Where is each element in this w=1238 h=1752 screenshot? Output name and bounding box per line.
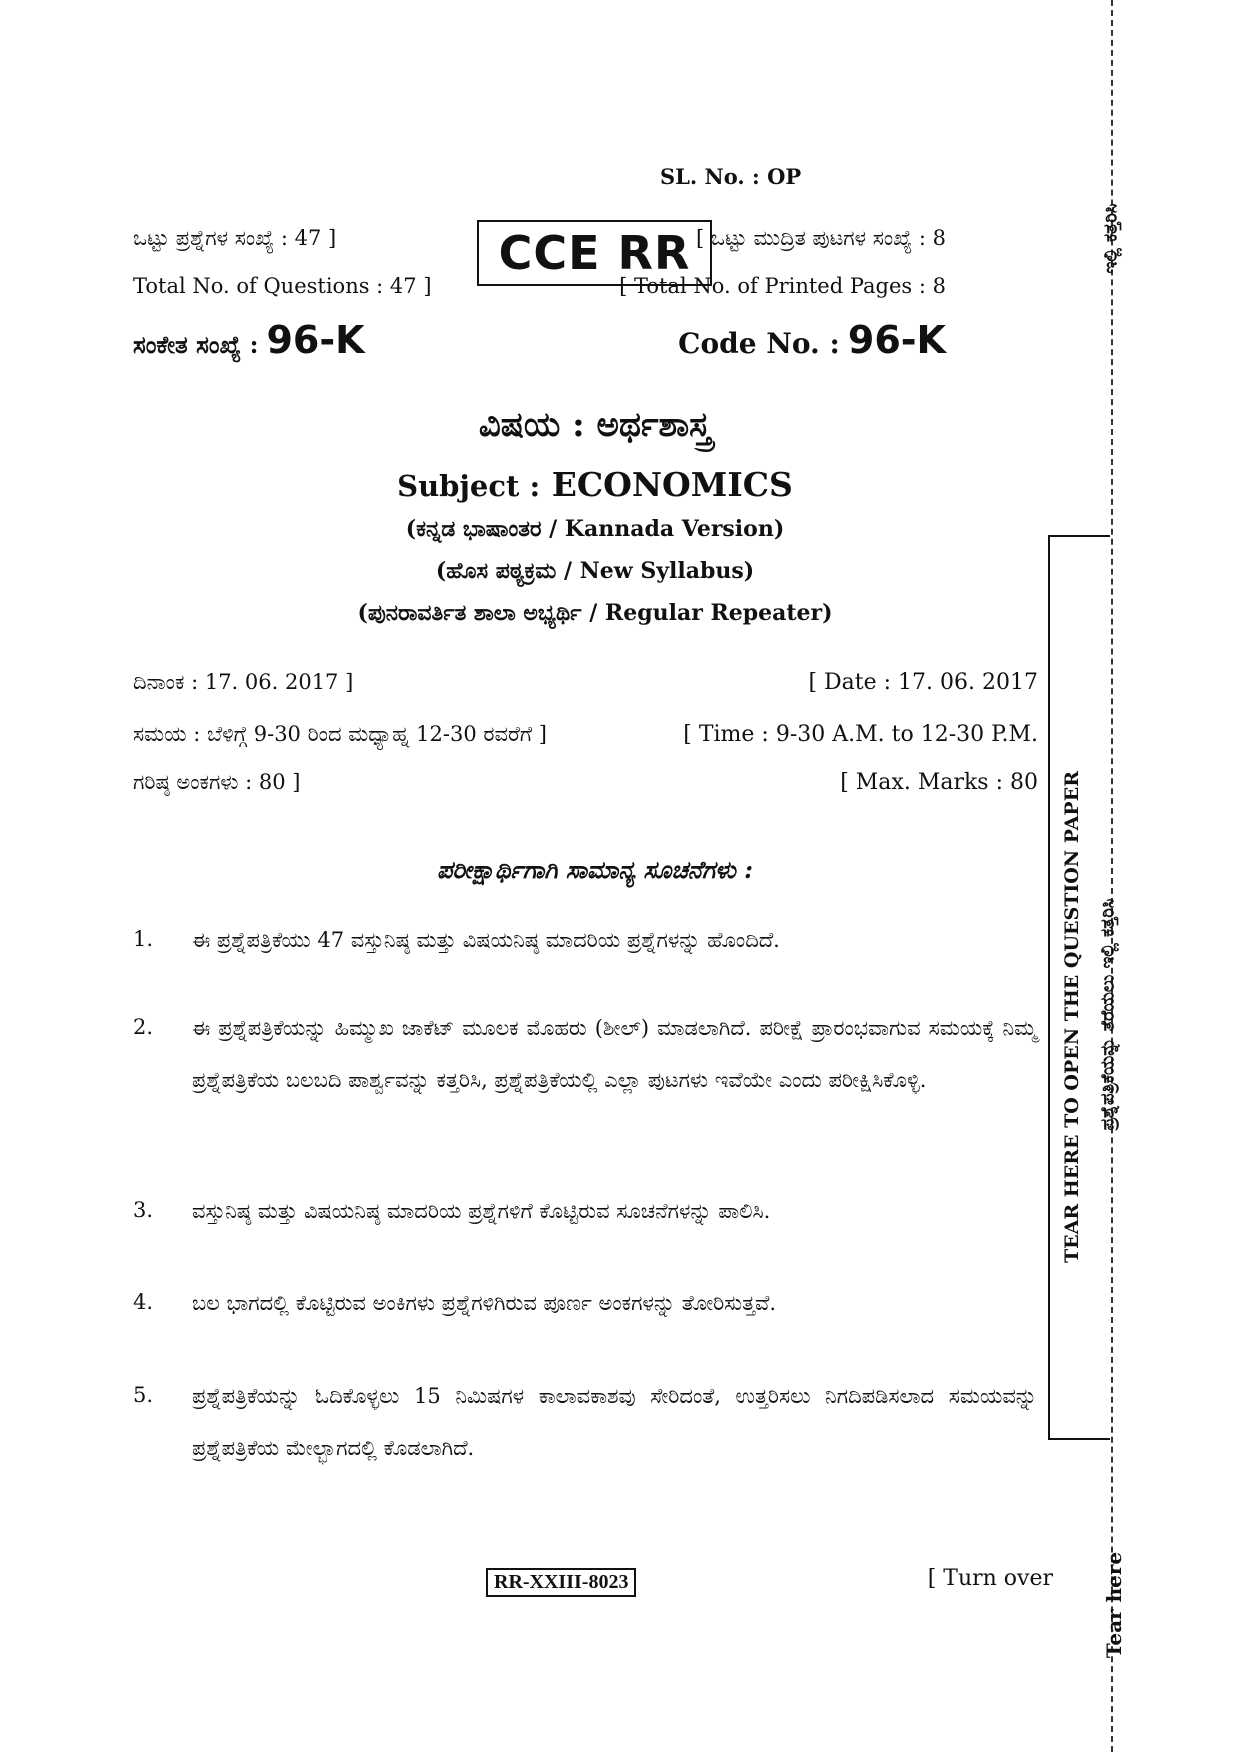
instruction-number: 4. — [133, 1290, 154, 1314]
total-pages-kannada: [ ಒಟ್ಟು ಮುದ್ರಿತ ಪುಟಗಳ ಸಂಖ್ಯೆ : 8 — [695, 226, 946, 250]
subject-label: Subject : — [397, 469, 541, 503]
instruction-number: 3. — [133, 1198, 154, 1222]
instruction-item: ಬಲ ಭಾಗದಲ್ಲಿ ಕೊಟ್ಟಿರುವ ಅಂಕಿಗಳು ಪ್ರಶ್ನೆಗಳಿಗಿರುವ ಪೂರ್ಣ ಅಂಕಗಳನ್ನು ತೋರಿಸುತ್ತವೆ. — [192, 1291, 777, 1315]
total-questions-english: Total No. of Questions : 47 ] — [133, 274, 432, 298]
date-english: [ Date : 17. 06. 2017 — [808, 670, 1038, 695]
code-label-english: Code No. : — [678, 327, 840, 360]
total-pages-english: [ Total No. of Printed Pages : 8 — [619, 274, 946, 298]
subject-english — [0, 465, 1190, 504]
syllabus-line: (ಹೊಸ ಪಠ್ಯಕ್ರಮ / New Syllabus) — [435, 558, 755, 584]
instructions-title: ಪರೀಕ್ಷಾರ್ಥಿಗಾಗಿ ಸಾಮಾನ್ಯ ಸೂಚನೆಗಳು : — [437, 855, 753, 884]
serial-number: SL. No. : OP — [660, 164, 802, 189]
code-number-english — [678, 318, 946, 362]
subject-kannada: ವಿಷಯ : ಅರ್ಥಶಾಸ್ತ್ರ — [478, 405, 712, 445]
tear-label-kannada-top: ಇಲ್ಲಿ ಕತ್ತರಿಸಿ — [1100, 203, 1122, 274]
max-marks-kannada: ಗರಿಷ್ಠ ಅಂಕಗಳು : 80 ] — [133, 770, 301, 794]
max-marks-english: [ Max. Marks : 80 — [840, 770, 1038, 795]
exam-code-box: CCE RR — [477, 220, 712, 286]
time-kannada: ಸಮಯ : ಬೆಳಿಗ್ಗೆ 9-30 ರಿಂದ ಮಧ್ಯಾಹ್ನ 12-30 ರವರೆಗೆ ] — [133, 722, 547, 746]
tear-label-english: TEAR HERE TO OPEN THE QUESTION PAPER — [1061, 771, 1083, 1263]
code-label-kannada: ಸಂಕೇತ ಸಂಖ್ಯೆ : — [133, 330, 259, 359]
instruction-number: 5. — [133, 1383, 154, 1407]
total-questions-kannada: ಒಟ್ಟು ಪ್ರಶ್ನೆಗಳ ಸಂಖ್ಯೆ : 47 ] — [133, 226, 337, 250]
tear-label-kannada: ಪ್ರಶ್ನೆಪತ್ರಿಕೆಯನ್ನು ತೆರೆಯಲು ಇಲ್ಲಿ ಕತ್ತರಿಸಿ — [1097, 898, 1119, 1131]
paper-serial-code: RR-XXIII-8023 — [486, 1568, 636, 1597]
version-line: (ಕನ್ನಡ ಭಾಷಾಂತರ / Kannada Version) — [405, 516, 785, 542]
turn-over-note: [ Turn over — [927, 1566, 1053, 1591]
subject-value: ECONOMICS — [551, 465, 793, 504]
instruction-number: 2. — [133, 1015, 154, 1039]
instruction-item: ಈ ಪ್ರಶ್ನೆಪತ್ರಿಕೆಯನ್ನು ಹಿಮ್ಮುಖ ಜಾಕೆಟ್ ಮೂಲಕ ಮೊಹರು (ಶೀಲ್) ಮಾಡಲಾಗಿದೆ. ಪರೀಕ್ಷೆ ಪ್ರಾರಂಭವಾಗುವ ಸಮಯಕ್ಕೆ ನಿಮ್ಮ ಪ್ರಶ್ನೆಪತ್ರಿಕೆಯ ಬಲಬದಿ ಪಾರ್ಶ್ವವನ್ನು ಕತ್ತರಿಸಿ, ಪ್ರಶ್ನೆಪತ್ರಿಕೆಯಲ್ಲಿ ಎಲ್ಲಾ ಪುಟಗಳು ಇವೆಯೇ ಎಂದು ಪರೀಕ್ಷಿಸಿಕೊಳ್ಳಿ. — [192, 1016, 1037, 1092]
instruction-item: ಪ್ರಶ್ನೆಪತ್ರಿಕೆಯನ್ನು ಓದಿಕೊಳ್ಳಲು 15 ನಿಮಿಷಗಳ ಕಾಲಾವಕಾಶವು ಸೇರಿದಂತೆ, ಉತ್ತರಿಸಲು ನಿಗದಿಪಡಿಸಲಾದ ಸಮಯವನ್ನು ಪ್ರಶ್ನೆಪತ್ರಿಕೆಯ ಮೇಲ್ಭಾಗದಲ್ಲಿ ಕೊಡಲಾಗಿದೆ. — [192, 1384, 1037, 1460]
code-value-english: 96-K — [847, 318, 946, 362]
tear-here-label: Tear here — [1102, 1551, 1126, 1659]
instruction-item: ವಸ್ತುನಿಷ್ಠ ಮತ್ತು ವಿಷಯನಿಷ್ಠ ಮಾದರಿಯ ಪ್ರಶ್ನೆಗಳಿಗೆ ಕೊಟ್ಟಿರುವ ಸೂಚನೆಗಳನ್ನು ಪಾಲಿಸಿ. — [192, 1199, 771, 1223]
candidate-type-line: (ಪುನರಾವರ್ತಿತ ಶಾಲಾ ಅಭ್ಯರ್ಥಿ / Regular Repeater) — [357, 600, 833, 626]
code-number-kannada — [133, 318, 365, 362]
date-kannada: ದಿನಾಂಕ : 17. 06. 2017 ] — [133, 670, 354, 694]
instruction-number: 1. — [133, 927, 154, 951]
time-english: [ Time : 9-30 A.M. to 12-30 P.M. — [683, 722, 1038, 747]
instruction-item: ಈ ಪ್ರಶ್ನೆಪತ್ರಿಕೆಯು 47 ವಸ್ತುನಿಷ್ಠ ಮತ್ತು ವಿಷಯನಿಷ್ಠ ಮಾದರಿಯ ಪ್ರಶ್ನೆಗಳನ್ನು ಹೊಂದಿದೆ. — [192, 928, 780, 952]
code-value-kannada: 96-K — [266, 318, 365, 362]
